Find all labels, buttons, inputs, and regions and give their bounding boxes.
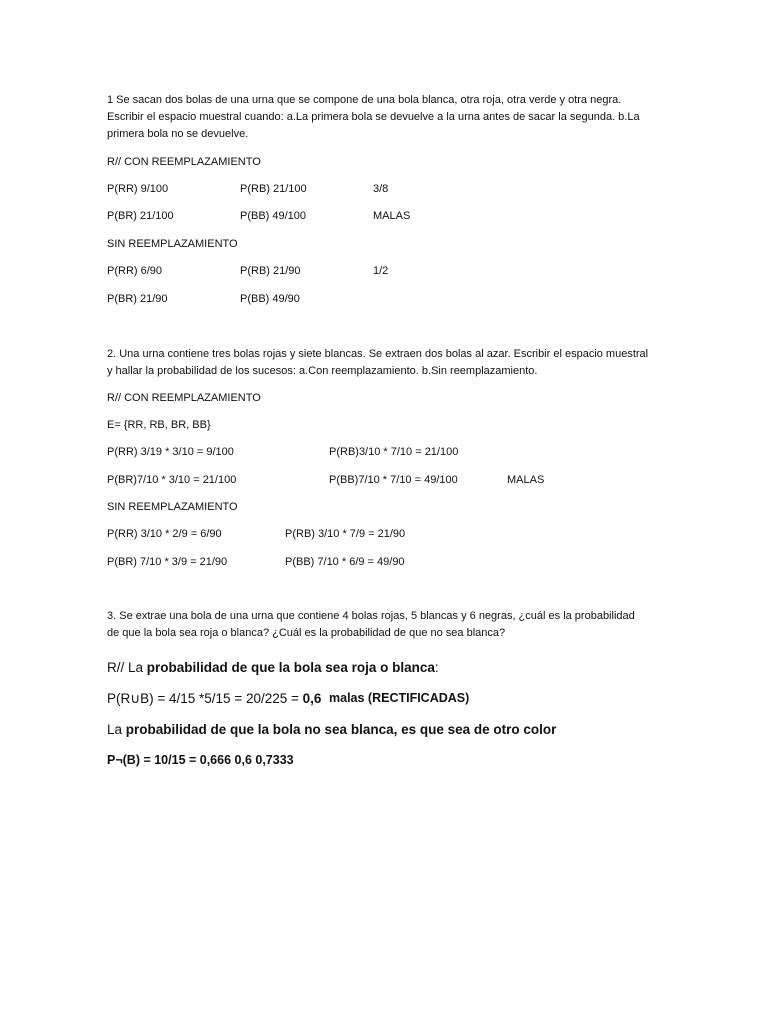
- problem2-with-cell: MALAS: [507, 474, 545, 486]
- problem2-without-cell: P(BR) 7/10 * 3/9 = 21/90: [107, 556, 228, 568]
- problem2-with-cell: P(BB)7/10 * 7/10 = 49/100: [329, 474, 458, 486]
- problem2-without-cell: P(BB) 7/10 * 6/9 = 49/90: [285, 556, 405, 568]
- answer1-suffix: :: [434, 660, 439, 675]
- problem1-without-cell: P(RB) 21/90: [240, 265, 301, 277]
- problem1-with-cell: P(RR) 9/100: [107, 183, 169, 195]
- problem1-without-cell: 1/2: [373, 265, 389, 277]
- problem2-with-replacement-heading: R// CON REEMPLAZAMIENTO: [107, 392, 261, 404]
- problem3-answer2: [107, 721, 556, 738]
- problem1-with-replacement-heading: R// CON REEMPLAZAMIENTO: [107, 156, 261, 168]
- problem2-statement-line2: y hallar la probabilidad de los sucesos: a.Con reemplazamiento. b.Sin reemplazamiento.: [107, 365, 538, 377]
- problem3-calculation: [107, 690, 321, 707]
- problem1-statement-line1: 1 Se sacan dos bolas de una urna que se compone de una bola blanca, otra roja, otra verde y otra negra.: [107, 94, 622, 106]
- calculation-result: 0,6: [302, 691, 322, 706]
- problem1-without-cell: P(RR) 6/90: [107, 265, 163, 277]
- answer2-bold-text: probabilidad de que la bola no sea blanca, es que sea de otro color: [125, 722, 557, 737]
- problem1-statement-line3: primera bola no se devuelve.: [107, 128, 249, 140]
- problem1-with-cell: 3/8: [373, 183, 389, 195]
- answer1-prefix: R// La: [107, 660, 147, 675]
- problem2-sample-space: E= {RR, RB, BR, BB}: [107, 419, 211, 431]
- problem2-with-cell: P(BR)7/10 * 3/10 = 21/100: [107, 474, 237, 486]
- answer2-prefix: La: [107, 722, 126, 737]
- problem1-with-cell: P(RB) 21/100: [240, 183, 307, 195]
- final-result-text: P¬(B) = 10/15 = 0,666 0,6 0,7333: [107, 753, 294, 767]
- problem1-with-cell: P(BR) 21/100: [107, 210, 174, 222]
- problem1-without-cell: P(BR) 21/90: [107, 293, 168, 305]
- problem2-without-cell: P(RB) 3/10 * 7/9 = 21/90: [285, 528, 406, 540]
- problem3-statement-line2: de que la bola sea roja o blanca? ¿Cuál es la probabilidad de que no sea blanca?: [107, 627, 506, 639]
- problem1-without-replacement-heading: SIN REEMPLAZAMIENTO: [107, 238, 238, 250]
- problem1-without-cell: P(BB) 49/90: [240, 293, 300, 305]
- problem2-without-cell: P(RR) 3/10 * 2/9 = 6/90: [107, 528, 222, 540]
- answer1-bold-text: probabilidad de que la bola sea roja o blanca: [146, 660, 435, 675]
- calculation-expression: P(R∪B) = 4/15 *5/15 = 20/225 =: [107, 691, 303, 706]
- problem3-answer1: [107, 659, 439, 676]
- calculation-note: [329, 690, 469, 707]
- problem2-statement-line1: 2. Una urna contiene tres bolas rojas y siete blancas. Se extraen dos bolas al azar. Escribir el espacio muestral: [107, 348, 649, 360]
- problem2-without-replacement-heading: SIN REEMPLAZAMIENTO: [107, 501, 238, 513]
- problem2-with-cell: P(RB)3/10 * 7/10 = 21/100: [329, 446, 459, 458]
- problem1-with-cell: P(BB) 49/100: [240, 210, 307, 222]
- problem2-with-cell: P(RR) 3/19 * 3/10 = 9/100: [107, 446, 234, 458]
- problem3-statement-line1: 3. Se extrae una bola de una urna que contiene 4 bolas rojas, 5 blancas y 6 negras, ¿cuál es la probabilidad: [107, 610, 635, 622]
- problem3-final: [107, 752, 294, 769]
- problem1-with-cell: MALAS: [373, 210, 411, 222]
- problem1-statement-line2: Escribir el espacio muestral cuando: a.La primera bola se devuelve a la urna antes de sacar la segunda. b.La: [107, 111, 640, 123]
- calculation-note-text: malas (RECTIFICADAS): [329, 691, 470, 705]
